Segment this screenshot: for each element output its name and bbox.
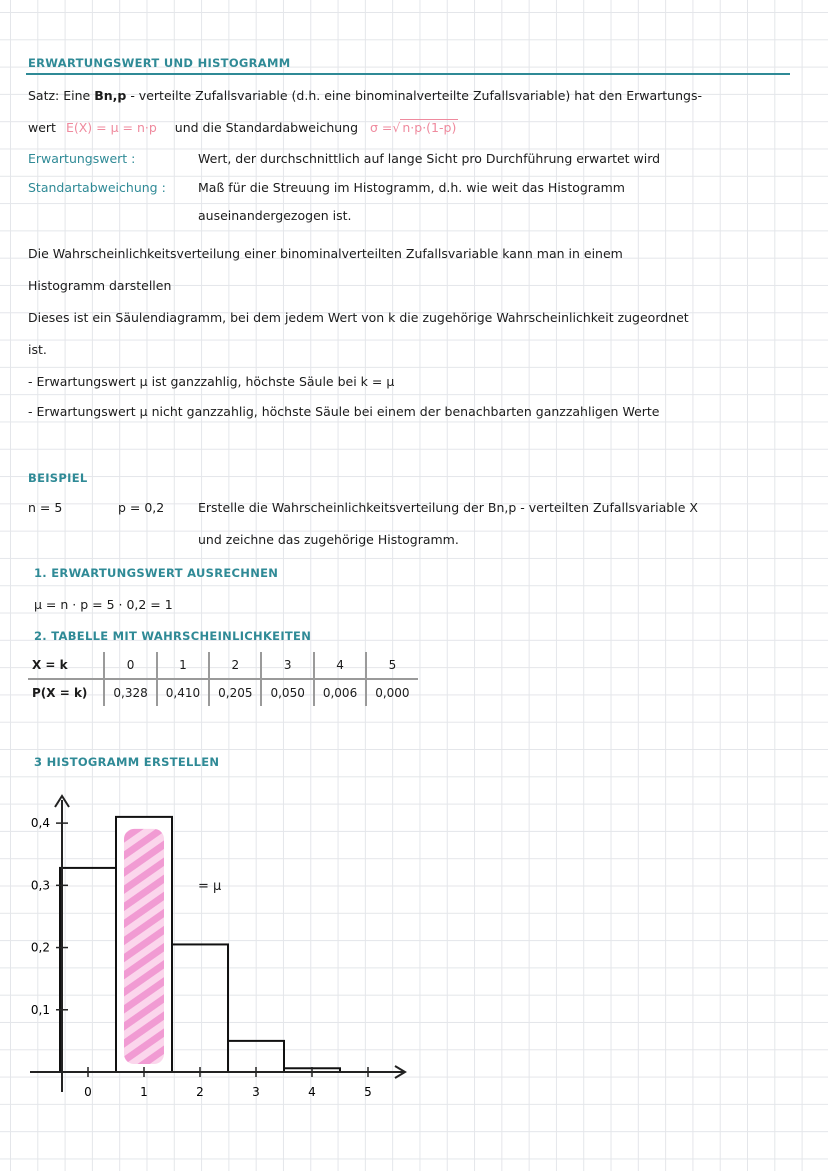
satz-mid: und die Standardabweichung xyxy=(174,120,359,135)
bullet-1: - Erwartungswert μ ist ganzzahlig, höchste Säule bei k = μ xyxy=(28,374,395,389)
table-row-k xyxy=(28,652,418,679)
step1-calc: μ = n · p = 5 · 0,2 = 1 xyxy=(34,597,173,612)
y-tick-label: 0,2 xyxy=(30,940,50,955)
x-tick-label: 2 xyxy=(196,1085,204,1099)
highlight-scribble xyxy=(124,829,164,1064)
desc-standardabweichung-2: auseinandergezogen ist. xyxy=(198,208,352,223)
step2-title: 2. TABELLE MIT WAHRSCHEINLICHKEITEN xyxy=(34,629,312,643)
table-cell-p: 0,050 xyxy=(261,679,313,706)
satz-text: - verteilte Zufallsvariable (d.h. eine binominalverteilte Zufallsvariable) hat den Erwartungs- xyxy=(130,88,702,103)
y-tick-label: 0,3 xyxy=(30,878,50,893)
mu-annotation: = μ xyxy=(198,879,222,894)
y-tick-label: 0,4 xyxy=(30,816,50,831)
table-cell-p: 0,000 xyxy=(366,679,417,706)
sqrt-sign: √ xyxy=(392,120,401,135)
table-cell-p: 0,328 xyxy=(104,679,156,706)
histogram-chart xyxy=(0,780,828,1140)
formula-sigma: σ = xyxy=(370,120,393,135)
table-label-p: P(X = k) xyxy=(32,686,88,700)
paragraph-line-4: ist. xyxy=(28,342,47,357)
paragraph-line-1: Die Wahrscheinlichkeitsverteilung einer binominalverteilten Zufallsvariable kann man in einem xyxy=(28,246,623,261)
step1-title: 1. ERWARTUNGSWERT AUSRECHNEN xyxy=(34,566,279,580)
table-cell-k: 4 xyxy=(314,652,366,679)
x-tick-label: 5 xyxy=(364,1085,372,1099)
param-n: n = 5 xyxy=(28,500,63,515)
table-cell-p: 0,205 xyxy=(209,679,261,706)
table-cell-k: 0 xyxy=(104,652,156,679)
step3-title: 3 HISTOGRAMM ERSTELLEN xyxy=(34,755,220,769)
satz-prefix: Satz: Eine xyxy=(28,88,91,103)
satz-prefix-2: wert xyxy=(28,120,56,135)
bullet-2: - Erwartungswert μ nicht ganzzahlig, höchste Säule bei einem der benachbarten ganzzahligen Werte xyxy=(28,404,660,419)
table-cell-k: 5 xyxy=(366,652,417,679)
satz-line-2 xyxy=(28,120,458,136)
histogram-bar xyxy=(172,944,228,1072)
task-line-2: und zeichne das zugehörige Histogramm. xyxy=(198,532,459,547)
table-cell-k: 1 xyxy=(157,652,209,679)
paragraph-line-2: Histogramm darstellen xyxy=(28,278,172,293)
x-tick-label: 0 xyxy=(84,1085,92,1099)
title-underline xyxy=(26,73,790,75)
bnp-symbol: Bn,p xyxy=(94,88,127,103)
x-tick-label: 3 xyxy=(252,1085,260,1099)
probability-table xyxy=(28,652,418,706)
desc-standardabweichung: Maß für die Streuung im Histogramm, d.h. wie weit das Histogramm xyxy=(198,180,625,195)
formula-sqrt-radicand: n·p·(1-p) xyxy=(402,120,457,135)
table-row-p xyxy=(28,679,418,706)
satz-line-1 xyxy=(28,88,702,104)
paragraph-line-3: Dieses ist ein Säulendiagramm, bei dem jedem Wert von k die zugehörige Wahrscheinlichkeit zugeordnet xyxy=(28,310,689,325)
table-cell-p: 0,006 xyxy=(314,679,366,706)
table-cell-k: 3 xyxy=(261,652,313,679)
table-cell-p: 0,410 xyxy=(157,679,209,706)
task-line-1: Erstelle die Wahrscheinlichkeitsverteilung der Bn,p - verteilten Zufallsvariable X xyxy=(198,500,698,515)
param-p: p = 0,2 xyxy=(118,500,165,515)
table-label-k: X = k xyxy=(28,652,104,679)
beispiel-label: BEISPIEL xyxy=(28,471,88,485)
x-tick-label: 4 xyxy=(308,1085,316,1099)
table-cell-k: 2 xyxy=(209,652,261,679)
desc-erwartungswert: Wert, der durchschnittlich auf lange Sicht pro Durchführung erwartet wird xyxy=(198,151,661,166)
formula-expected-value: E(X) = μ = n·p xyxy=(65,120,157,135)
x-tick-label: 1 xyxy=(140,1085,148,1099)
y-tick-label: 0,1 xyxy=(30,1002,50,1017)
term-standardabweichung: Standartabweichung : xyxy=(28,180,166,195)
page-title: ERWARTUNGSWERT UND HISTOGRAMM xyxy=(28,56,291,70)
histogram-bar xyxy=(60,868,116,1072)
term-erwartungswert: Erwartungswert : xyxy=(28,151,136,166)
